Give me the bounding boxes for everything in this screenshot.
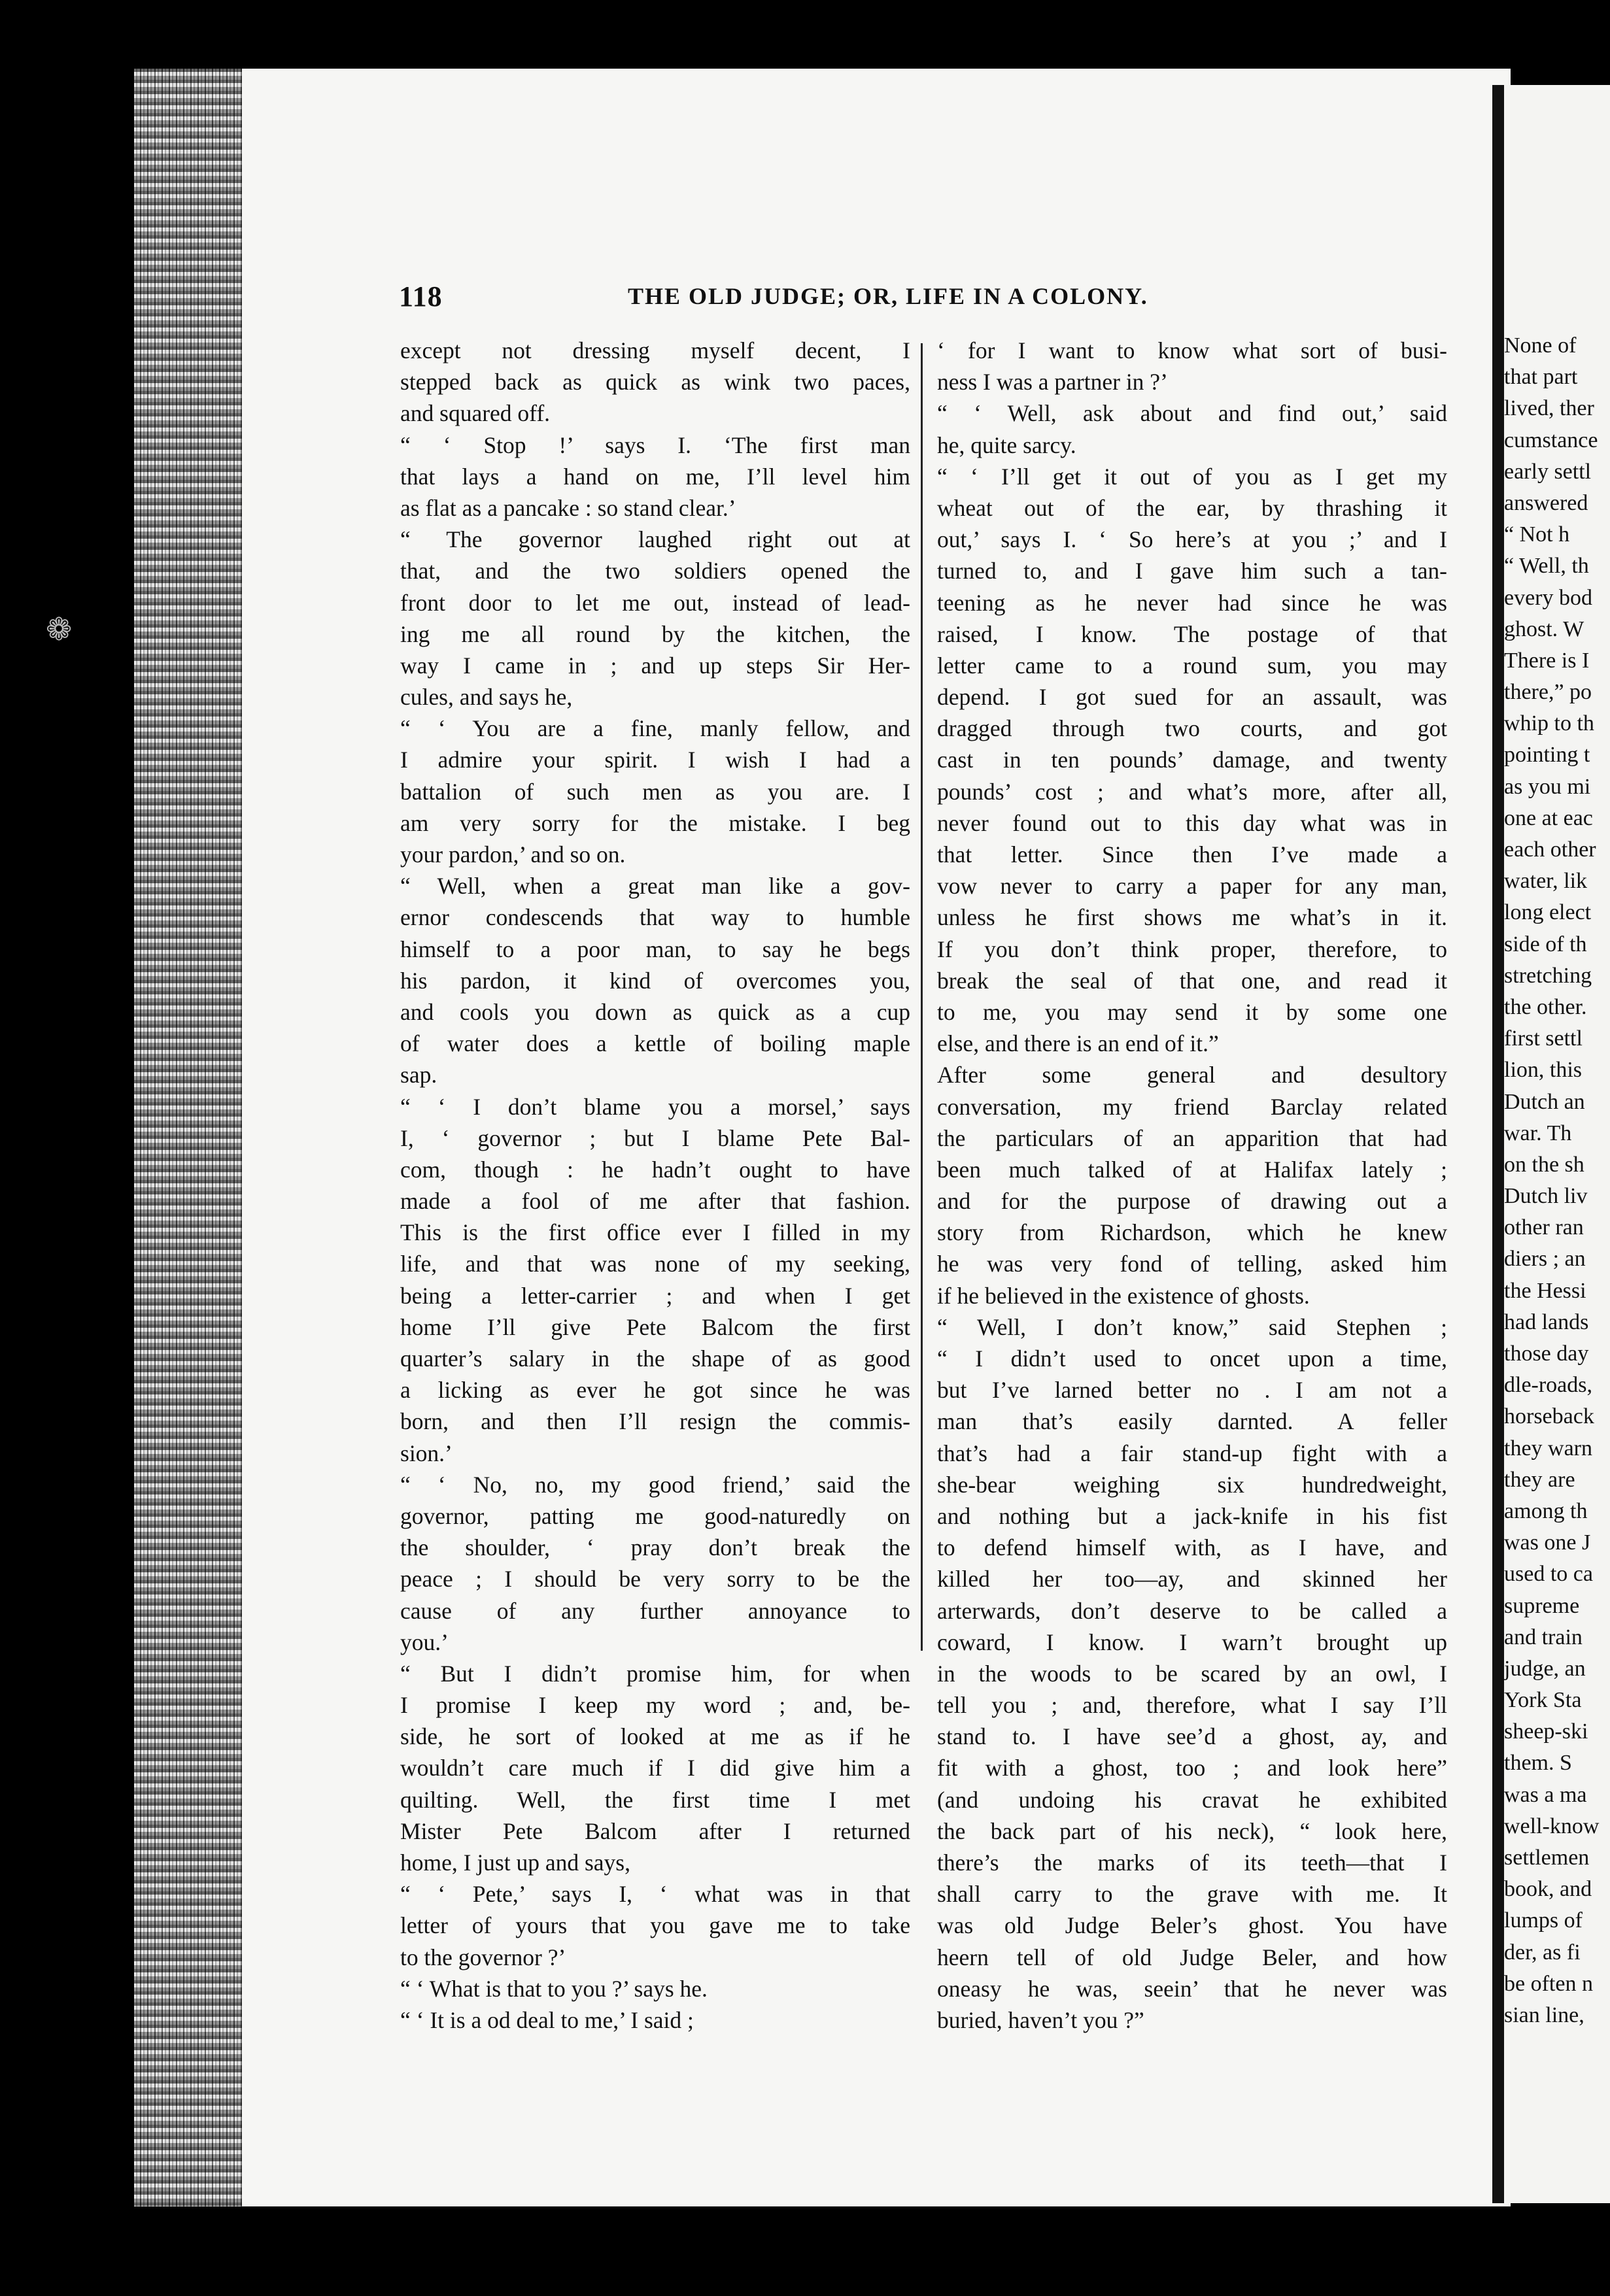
right-text-column <box>937 335 1447 2036</box>
page-number: 118 <box>399 280 443 312</box>
text-line: but I’ve larned better no . I am not a <box>937 1377 1447 1404</box>
text-line: way I came in ; and up steps Sir Her- <box>400 652 910 679</box>
text-line: home, I just up and says, <box>400 1849 631 1876</box>
text-line: “ Well, I don’t know,” said Stephen ; <box>937 1313 1447 1340</box>
text-line: to the governor ?’ <box>400 1944 566 1970</box>
text-line: front door to let me out, instead of lead- <box>400 589 910 616</box>
text-line: his pardon, it kind of overcomes you, <box>400 967 910 994</box>
text-line: pounds’ cost ; and what’s more, after all, <box>937 778 1447 805</box>
text-line: your pardon,’ and so on. <box>400 841 626 868</box>
text-line: After some general and desultory <box>937 1062 1447 1089</box>
facing-text-line: lion, this <box>1504 1058 1583 1083</box>
text-line: governor, patting me good-naturedly on <box>400 1502 910 1529</box>
facing-text-line: long elect <box>1504 900 1592 925</box>
text-line: I admire your spirit. I wish I had a <box>400 747 910 773</box>
facing-text-line: supreme <box>1504 1593 1580 1618</box>
text-line: was old Judge Beler’s ghost. You have <box>937 1912 1447 1939</box>
text-line: “ ‘ It is a od deal to me,’ I said ; <box>400 2006 694 2033</box>
text-line: buried, haven’t you ?” <box>937 2006 1144 2033</box>
left-text-column <box>400 335 910 2036</box>
text-line: of water does a kettle of boiling maple <box>400 1030 910 1057</box>
text-line: made a fool of me after that fashion. <box>400 1188 910 1215</box>
text-line: that letter. Since then I’ve made a <box>937 841 1447 868</box>
facing-text-line: lived, ther <box>1504 396 1594 421</box>
text-line: there’s the marks of its teeth—that I <box>937 1849 1447 1876</box>
facing-text-line: ghost. W <box>1504 616 1584 641</box>
facing-text-line: they warn <box>1504 1436 1593 1460</box>
facing-text-line: one at eac <box>1504 805 1593 830</box>
facing-text-line: “ Not h <box>1504 522 1570 547</box>
text-line: coward, I know. I warn’t brought up <box>937 1629 1447 1655</box>
text-line: If you don’t think proper, therefore, to <box>937 936 1447 962</box>
text-line: life, and that was none of my seeking, <box>400 1251 910 1277</box>
facing-text-line: settlemen <box>1504 1846 1590 1870</box>
text-line: been much talked of at Halifax lately ; <box>937 1156 1447 1183</box>
text-line: com, though : he hadn’t ought to have <box>400 1156 910 1183</box>
text-line: break the seal of that one, and read it <box>937 967 1447 994</box>
facing-text-line: war. Th <box>1504 1121 1572 1145</box>
facing-text-line: well-know <box>1504 1814 1600 1838</box>
facing-text-line: None of <box>1504 333 1577 358</box>
text-line: battalion of such men as you are. I <box>400 778 910 805</box>
text-line: and squared off. <box>400 400 551 427</box>
facing-text-line: that part <box>1504 365 1578 390</box>
text-line: wouldn’t care much if I did give him a <box>400 1755 910 1781</box>
facing-text-line: the other. <box>1504 994 1587 1019</box>
facing-text-line: other ran <box>1504 1215 1584 1240</box>
text-line: peace ; I should be very sorry to be the <box>400 1566 910 1593</box>
text-line: you.’ <box>400 1629 449 1655</box>
facing-page-text <box>1504 330 1610 2031</box>
text-line: “ Well, when a great man like a gov- <box>400 873 910 900</box>
facing-text-line: diers ; an <box>1504 1247 1586 1272</box>
text-line: in the woods to be scared by an owl, I <box>937 1660 1447 1687</box>
facing-text-line: side of th <box>1504 932 1587 956</box>
text-line: “ ‘ You are a fine, manly fellow, and <box>400 715 910 742</box>
text-line: shall carry to the grave with me. It <box>937 1881 1447 1908</box>
text-line: conversation, my friend Barclay related <box>937 1093 1447 1120</box>
text-line: vow never to carry a paper for any man, <box>937 873 1447 900</box>
text-line: killed her too—ay, and skinned her <box>937 1566 1447 1593</box>
text-line: unless he first shows me what’s in it. <box>937 904 1447 931</box>
text-line: the particulars of an apparition that had <box>937 1124 1447 1151</box>
text-line: quilting. Well, the first time I met <box>400 1786 910 1813</box>
text-line: “ ‘ I’ll get it out of you as I get my <box>937 463 1447 490</box>
text-line: cause of any further annoyance to <box>400 1597 910 1624</box>
text-line: arterwards, don’t deserve to be called a <box>937 1597 1447 1624</box>
text-line: being a letter-carrier ; and when I get <box>400 1282 910 1309</box>
text-line: fit with a ghost, too ; and look here” <box>937 1755 1447 1781</box>
page-header <box>399 275 1210 320</box>
text-line: the shoulder, ‘ pray don’t break the <box>400 1534 910 1561</box>
facing-text-line: used to ca <box>1504 1562 1593 1587</box>
text-line: oneasy he was, seein’ that he never was <box>937 1975 1447 2002</box>
text-line: born, and then I’ll resign the commis- <box>400 1408 910 1435</box>
facing-text-line: early settl <box>1504 459 1592 484</box>
facing-text-line: Dutch liv <box>1504 1184 1588 1209</box>
text-line: he, quite sarcy. <box>937 431 1076 458</box>
text-line: stepped back as quick as wink two paces, <box>400 369 910 396</box>
page-stack-edge <box>134 69 248 2206</box>
text-line: and for the purpose of drawing out a <box>937 1188 1447 1215</box>
text-line: (and undoing his cravat he exhibited <box>937 1786 1447 1813</box>
text-line: heern tell of old Judge Beler, and how <box>937 1944 1447 1970</box>
facing-text-line: there,” po <box>1504 680 1592 705</box>
facing-text-line: as you mi <box>1504 774 1591 799</box>
text-line: himself to a poor man, to say he begs <box>400 936 910 962</box>
text-line: tell you ; and, therefore, what I say I’ll <box>937 1692 1447 1719</box>
text-line: am very sorry for the mistake. I beg <box>400 809 910 836</box>
text-line: a licking as ever he got since he was <box>400 1377 910 1404</box>
text-line: letter came to a round sum, you may <box>937 652 1447 679</box>
text-line: home I’ll give Pete Balcom the first <box>400 1313 910 1340</box>
text-line: side, he sort of looked at me as if he <box>400 1723 910 1750</box>
facing-text-line: There is I <box>1504 648 1590 673</box>
text-line: raised, I know. The postage of that <box>937 620 1447 647</box>
text-line: quarter’s salary in the shape of as good <box>400 1345 910 1372</box>
facing-text-line: those day <box>1504 1342 1589 1366</box>
text-line: letter of yours that you gave me to take <box>400 1912 910 1939</box>
text-line: ernor condescends that way to humble <box>400 904 910 931</box>
facing-text-line: answered <box>1504 490 1588 515</box>
facing-text-line: horseback <box>1504 1404 1594 1429</box>
text-line: “ The governor laughed right out at <box>400 526 910 553</box>
facing-text-line: judge, an <box>1504 1656 1586 1681</box>
text-line: “ ‘ Pete,’ says I, ‘ what was in that <box>400 1881 910 1908</box>
text-line: “ ‘ I don’t blame you a morsel,’ says <box>400 1093 910 1120</box>
facing-text-line: first settl <box>1504 1026 1583 1051</box>
text-line: never found out to this day what was in <box>937 809 1447 836</box>
text-line: that, and the two soldiers opened the <box>400 558 910 584</box>
text-line: ness I was a partner in ?’ <box>937 369 1168 396</box>
text-line: I, ‘ governor ; but I blame Pete Bal- <box>400 1124 910 1151</box>
scan-speck: ❁ <box>46 611 73 648</box>
text-line: and cools you down as quick as a cup <box>400 998 910 1025</box>
text-line: “ ‘ Well, ask about and find out,’ said <box>937 400 1447 427</box>
text-line: cules, and says he, <box>400 684 573 711</box>
running-title: THE OLD JUDGE; OR, LIFE IN A COLONY. <box>628 283 1148 309</box>
text-line: cast in ten pounds’ damage, and twenty <box>937 747 1447 773</box>
facing-text-line: them. S <box>1504 1751 1572 1776</box>
text-line: “ But I didn’t promise him, for when <box>400 1660 910 1687</box>
text-line: “ I didn’t used to oncet upon a time, <box>937 1345 1447 1372</box>
text-line: that’s had a fair stand-up fight with a <box>937 1440 1447 1466</box>
text-line: sap. <box>400 1062 437 1089</box>
facing-text-line: among th <box>1504 1498 1588 1523</box>
facing-text-line: book, and <box>1504 1877 1592 1902</box>
facing-text-line: Dutch an <box>1504 1089 1585 1114</box>
text-line: to me, you may send it by some one <box>937 998 1447 1025</box>
text-line: “ ‘ Stop !’ says I. ‘The first man <box>400 431 910 458</box>
facing-text-line: stretching <box>1504 963 1592 988</box>
column-rule <box>921 343 923 1651</box>
facing-text-line: pointing t <box>1504 743 1590 768</box>
facing-text-line: they are <box>1504 1467 1575 1492</box>
text-line: man that’s easily darnted. A feller <box>937 1408 1447 1435</box>
text-line: to defend himself with, as I have, and <box>937 1534 1447 1561</box>
text-line: wheat out of the ear, by thrashing it <box>937 494 1447 521</box>
text-line: ing me all round by the kitchen, the <box>400 620 910 647</box>
text-line: depend. I got sued for an assault, was <box>937 684 1447 711</box>
text-line: sion.’ <box>400 1440 453 1466</box>
text-line: if he believed in the existence of ghosts. <box>937 1282 1310 1309</box>
text-line: except not dressing myself decent, I <box>400 337 910 363</box>
text-line: that lays a hand on me, I’ll level him <box>400 463 910 490</box>
text-line: out,’ says I. ‘ So here’s at you ;’ and I <box>937 526 1447 553</box>
facing-text-line: had lands <box>1504 1309 1589 1334</box>
text-line: “ ‘ No, no, my good friend,’ said the <box>400 1471 910 1498</box>
text-line: “ ‘ What is that to you ?’ says he. <box>400 1975 708 2002</box>
text-line: I promise I keep my word ; and, be- <box>400 1692 910 1719</box>
text-line: as flat as a pancake : so stand clear.’ <box>400 494 736 521</box>
text-line: he was very fond of telling, asked him <box>937 1251 1447 1277</box>
text-line: ‘ for I want to know what sort of busi- <box>937 337 1447 363</box>
text-line: stand to. I have see’d a ghost, ay, and <box>937 1723 1447 1750</box>
facing-text-line: was a ma <box>1504 1782 1587 1807</box>
facing-text-line: dle-roads, <box>1504 1373 1593 1398</box>
facing-text-line: der, as fi <box>1504 1940 1581 1965</box>
facing-text-line: each other <box>1504 837 1596 862</box>
text-line: Mister Pete Balcom after I returned <box>400 1817 910 1844</box>
facing-text-line: on the sh <box>1504 1152 1584 1177</box>
text-line: story from Richardson, which he knew <box>937 1219 1447 1246</box>
facing-text-line: “ Well, th <box>1504 554 1589 579</box>
facing-text-line: lumps of <box>1504 1908 1583 1933</box>
text-line: turned to, and I gave him such a tan- <box>937 558 1447 584</box>
text-line: teening as he never had since he was <box>937 589 1447 616</box>
facing-text-line: sheep-ski <box>1504 1719 1588 1744</box>
facing-text-line: water, lik <box>1504 869 1588 894</box>
facing-text-line: the Hessi <box>1504 1278 1586 1303</box>
text-line: she-bear weighing six hundredweight, <box>937 1471 1447 1498</box>
facing-text-line: sian line, <box>1504 2002 1584 2027</box>
facing-text-line: and train <box>1504 1625 1583 1649</box>
text-line: dragged through two courts, and got <box>937 715 1447 742</box>
text-line: else, and there is an end of it.” <box>937 1030 1219 1057</box>
facing-text-line: whip to th <box>1504 711 1594 736</box>
facing-text-line: York Sta <box>1504 1688 1582 1713</box>
facing-text-line: was one J <box>1504 1530 1591 1555</box>
text-line: the back part of his neck), “ look here, <box>937 1817 1447 1844</box>
text-line: This is the first office ever I filled in my <box>400 1219 910 1246</box>
text-line: and nothing but a jack-knife in his fist <box>937 1502 1447 1529</box>
facing-text-line: be often n <box>1504 1971 1593 1996</box>
facing-text-line: every bod <box>1504 585 1593 610</box>
facing-text-line: cumstance <box>1504 428 1598 452</box>
